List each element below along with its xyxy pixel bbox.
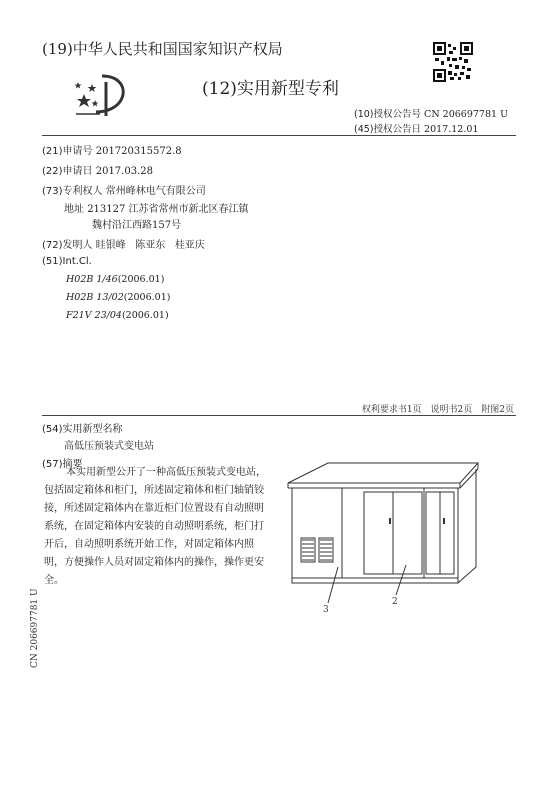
header-divider — [42, 135, 516, 136]
document-type: (12)实用新型专利 — [202, 79, 339, 99]
publication-number: CN 206697781 U — [424, 109, 509, 120]
address-row — [64, 200, 249, 215]
application-date: 2017.03.28 — [95, 166, 153, 177]
inventor: 桂亚庆 — [174, 240, 205, 251]
patentee-row — [42, 182, 206, 197]
patentee: 常州峰林电气有限公司 — [105, 186, 206, 197]
publication-date-label: (45)授权公告日 — [354, 124, 422, 135]
intcl-label — [42, 256, 92, 267]
publication-number-row — [354, 106, 508, 120]
address-line-2: 魏村沿江西路157号 — [92, 220, 182, 231]
utility-model-title: 高低压预装式变电站 — [64, 441, 154, 452]
box-body — [292, 488, 458, 583]
application-number: 201720315572.8 — [95, 146, 182, 157]
application-number-row — [42, 142, 182, 157]
abstract-text: 本实用新型公开了一种高低压预装式变电站，包括固定箱体和柜门，所述固定箱体和柜门轴销铰接，所述固定箱体内在靠近柜门位置设有自动照明系统，在固定箱体内安装的自动照明系统，柜门打开后，自动照明系统开始工作，对固定箱体内照明，方便操作人员对固定箱体内的操作，操作更安全。 — [44, 467, 266, 586]
vent-grille — [319, 538, 333, 562]
publication-number-label: (10)授权公告号 — [354, 109, 422, 120]
side-publication-number: CN 206697781 U — [30, 588, 40, 668]
callout-label: 2 — [392, 597, 398, 607]
application-date-row — [42, 162, 153, 177]
door-handle — [389, 518, 391, 524]
ipc-entry — [66, 292, 170, 303]
title-label-text: (54)实用新型名称 — [42, 424, 123, 435]
substation-drawing — [280, 455, 485, 615]
title-label — [42, 420, 123, 435]
ipc-code: H02B 13/02 — [66, 292, 124, 303]
application-number-label: (21)申请号 — [42, 146, 93, 157]
address-line-1: 213127 江苏省常州市新北区春江镇 — [87, 204, 249, 215]
roof-top — [288, 463, 478, 483]
inventor: 眭银峰 — [95, 240, 126, 251]
application-date-label: (22)申请日 — [42, 166, 93, 177]
qr-code-icon — [433, 42, 473, 82]
ipc-code: F21V 23/04 — [66, 310, 122, 321]
patentee-label: (73)专利权人 — [42, 186, 103, 197]
address-label: 地址 — [64, 204, 84, 215]
abstract-label-text: (57)摘要 — [42, 459, 83, 470]
door-handle — [443, 518, 445, 524]
inventors-row — [42, 236, 205, 251]
cnipa-logo — [72, 72, 130, 118]
publication-date: 2017.12.01 — [424, 124, 479, 135]
ipc-year: (2006.01) — [121, 310, 169, 321]
intcl-label-text: (51)Int.Cl. — [42, 256, 92, 267]
publication-date-row — [354, 121, 478, 135]
ipc-year: (2006.01) — [123, 292, 171, 303]
inventor: 陈亚东 — [135, 240, 166, 251]
ipc-entry — [66, 310, 169, 321]
office-name: (19)中华人民共和国国家知识产权局 — [42, 40, 283, 58]
inventors-label: (72)发明人 — [42, 240, 93, 251]
section-divider — [42, 415, 516, 416]
page-counts: 权利要求书1页 说明书2页 附图2页 — [361, 405, 514, 415]
callout-label: 3 — [323, 605, 329, 615]
ipc-code: H02B 1/46 — [66, 274, 118, 285]
vent-grille — [301, 538, 315, 562]
ipc-year: (2006.01) — [117, 274, 165, 285]
ipc-entry — [66, 274, 164, 285]
